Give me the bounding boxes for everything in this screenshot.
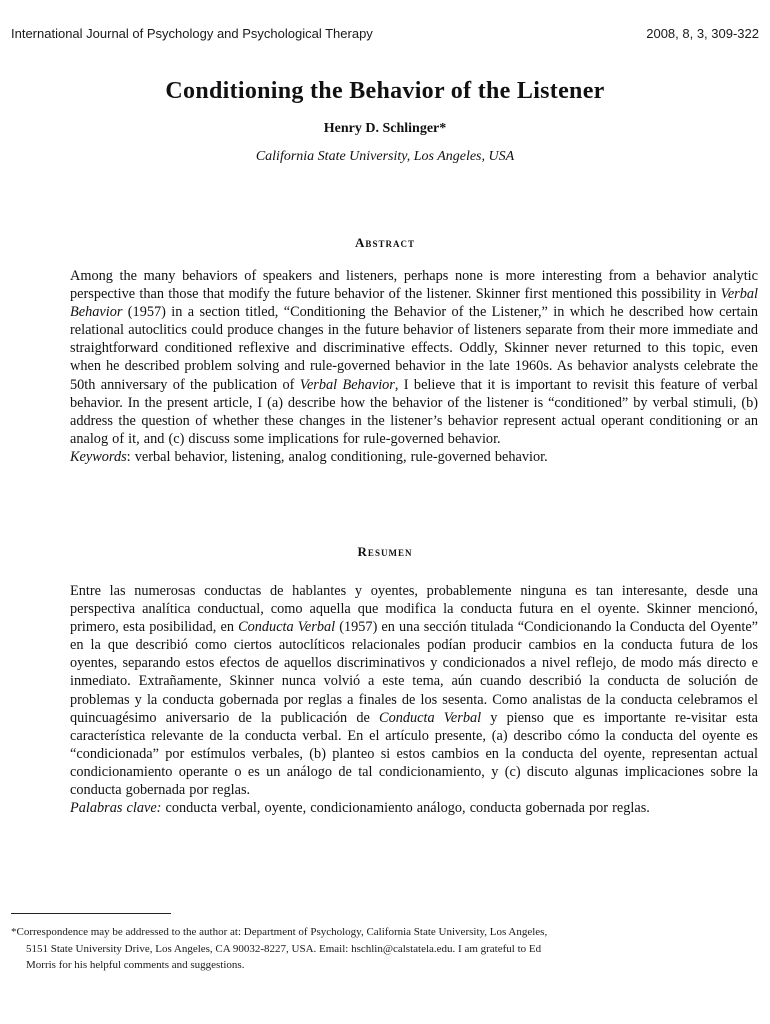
resumen-heading: Resumen [357, 544, 413, 559]
abstract-body [70, 267, 758, 466]
resumen-keywords [70, 799, 758, 817]
resumen-italic-2: Conducta Verbal [379, 709, 482, 726]
footnote-line-3: Morris for his helpful comments and suggestions. [26, 959, 245, 971]
footnote-line-1: *Correspondence may be addressed to the author at: Department of Psychology, California State University, Los Angeles, [11, 926, 548, 938]
footnote-divider [11, 913, 171, 914]
keywords-label: Keywords [70, 448, 127, 465]
citation: 2008, 8, 3, 309-322 [646, 26, 759, 41]
palabras-clave-label: Palabras clave: [70, 800, 162, 817]
resumen-text-3: y pienso que es importante re-visitar esta característica relevante de la conducta verbal. En el artículo presente, (a) describo cómo la conducta del oyente es “condicionada” por estímulos verbales, (b) planteo si estos cambios en la conducta del oyente, representan actual condicionamiento operante o es un análogo de tal condicionamiento, y (c) discuto algunas implicaciones sobre la conducta gobernada por reglas. [70, 709, 759, 799]
author-name: Henry D. Schlinger* [323, 121, 447, 136]
resumen-text-2: (1957) en una sección titulada “Condicionando la Conducta del Oyente” en la que describió como ciertos autoclíticos relacionales podían producir cambios en la conducta futura de los oyentes, separando estos efectos de aquellos discriminativos y condicionados a nivel reflejo, de modo más directo e inmediato. Extrañamente, Skinner nunca volvió a este tema, aún cuando describió la conducta de solución de problemas y la conducta gobernada por reglas a finales de los sesenta. Como analistas de la conducta celebramos el quincuagésimo aniversario de la publicación de [70, 619, 759, 726]
article-title: Conditioning the Behavior of the Listener [165, 78, 605, 104]
abstract-text-2: (1957) in a section titled, “Conditioning the Behavior of the Listener,” in which he described how certain relational autoclitics could produce changes in the future behavior of listeners separate from their more immediate and straightforward conditioned reflexive and discriminative effects. Oddly, Skinner never returned to this topic, even when he described problem solving and rule-governed behavior in the late 1960s. As behavior analysts celebrate the 50th anniversary of the publication of [70, 304, 758, 393]
palabras-clave-list: conducta verbal, oyente, condicionamiento análogo, conducta gobernada por reglas. [161, 800, 650, 817]
resumen-italic-1: Conducta Verbal [238, 619, 336, 636]
resumen-text-1: Entre las numerosas conductas de hablantes y oyentes, probablemente ninguna es tan interesante, desde una perspectiva analítica conductual, como aquella que modifica la conducta futura en el oyente. Skinner mencionó, primero, esta posibilidad, en [70, 583, 758, 636]
resumen-body [70, 582, 758, 817]
abstract-heading: Abstract [355, 235, 415, 250]
footnote-line-2: 5151 State University Drive, Los Angeles, CA 90032-8227, USA. Email: hschlin@calstatela.edu. I am grateful to Ed [26, 942, 542, 955]
abstract-keywords [70, 448, 758, 466]
author-affiliation: California State University, Los Angeles, USA [255, 149, 515, 164]
keywords-list: : verbal behavior, listening, analog conditioning, rule-governed behavior. [126, 448, 548, 465]
abstract-italic-2: Verbal Behavior [299, 376, 395, 393]
abstract-italic-1: Verbal Behavior [70, 286, 758, 321]
correspondence-footnote [11, 924, 741, 974]
running-head [11, 26, 759, 44]
abstract-text-1: Among the many behaviors of speakers and listeners, perhaps none is more interesting from a behavior analytic perspective than those that modify the future behavior of the listener. Skinner first mentioned this possibility in [70, 268, 758, 303]
abstract-text-3: , I believe that it is important to revisit this feature of verbal behavior. In the present article, I (a) describe how the behavior of the listener is “conditioned” by verbal stimuli, (b) address the question of whether these changes in the listener’s behavior represent actual operant conditioning or an analog of it, and (c) discuss some implications for rule-governed behavior. [70, 376, 758, 447]
journal-name: International Journal of Psychology and Psychological Therapy [11, 26, 373, 41]
